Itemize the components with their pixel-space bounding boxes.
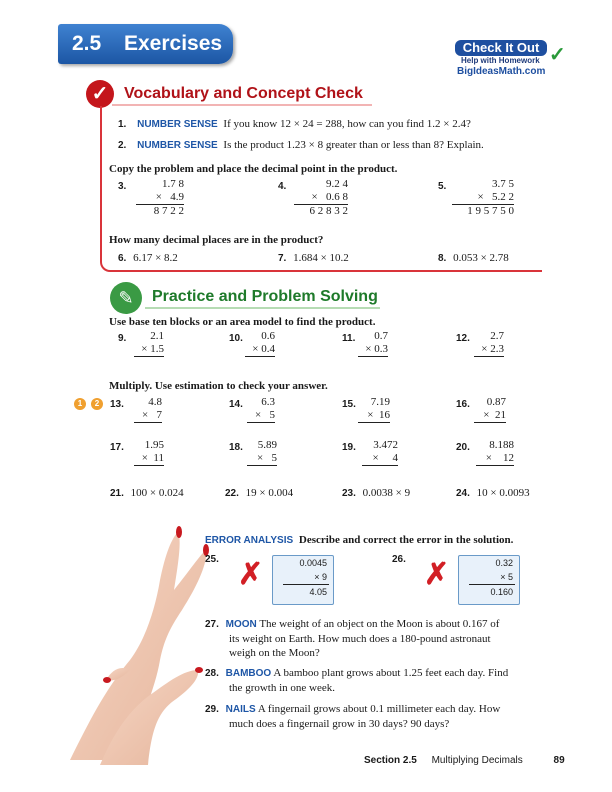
footer-section: Section 2.5 (364, 755, 417, 766)
multiplier: × 5 (247, 409, 275, 423)
multiplicand: 0.7 (374, 330, 388, 342)
problem-text: 10 × 0.0093 (476, 487, 530, 499)
multiplier: × 9 (283, 570, 329, 585)
multiplication-problem (358, 330, 388, 357)
question-number: 11. (342, 333, 356, 344)
checkmark-icon: ✓ (86, 80, 114, 108)
multiplicand: 5.89 (257, 439, 277, 451)
multiplication-problem (358, 396, 390, 423)
question-number: 5. (438, 181, 447, 192)
practice-heading: Practice and Problem Solving (152, 288, 378, 305)
error-analysis-text: Describe and correct the error in the solution. (298, 534, 514, 546)
multiplicand: 9.2 4 (326, 178, 348, 190)
multiplicand: 7.19 (370, 396, 390, 408)
question-number: 28. (205, 668, 219, 679)
multiplicand: 2.7 (490, 330, 504, 342)
page-number: 89 (553, 755, 565, 766)
question-number: 8. (438, 253, 447, 264)
instruction: Multiply. Use estimation to check your answer. (109, 380, 328, 392)
instruction: Copy the problem and place the decimal point in the product. (109, 163, 398, 175)
check-it-out-subtitle: Help with Homework (461, 56, 540, 65)
multiplication-problem (134, 330, 164, 357)
divider (145, 307, 380, 309)
problem-text: 100 × 0.024 (130, 487, 184, 499)
product: 1 9 5 7 5 0 (467, 205, 514, 217)
multiplier: × 2.3 (474, 343, 504, 357)
question-number: 6. (118, 253, 127, 264)
multiplication-problem (294, 178, 348, 218)
error-analysis-label: ERROR ANALYSIS (205, 535, 294, 546)
question-number: 15. (342, 399, 356, 410)
inline-problem (110, 487, 184, 499)
problem-text: 6.17 × 8.2 (133, 252, 178, 264)
question-number: 21. (110, 488, 124, 499)
multiplier: × 7 (134, 409, 162, 423)
problem-text: A bamboo plant grows about 1.25 feet each day. Find (273, 667, 509, 679)
check-it-out-logo[interactable] (455, 40, 568, 78)
multiplication-problem (247, 396, 275, 423)
question-number: 17. (110, 442, 124, 453)
problem-text: The weight of an object on the Moon is about 0.167 of (259, 618, 500, 630)
multiplicand: 8.188 (489, 439, 514, 451)
question-number: 9. (118, 333, 127, 344)
problem-text: A fingernail grows about 0.1 millimeter each day. How (257, 703, 501, 715)
problem-text: 0.053 × 2.78 (453, 252, 509, 264)
hands-photo (60, 520, 210, 770)
question-number: 12. (456, 333, 470, 344)
question-number: 22. (225, 488, 239, 499)
multiplication-problem (245, 330, 275, 357)
multiplier: × 11 (134, 452, 164, 466)
multiplier: × 5 (247, 452, 277, 466)
difficulty-badge: 2 (91, 398, 103, 410)
question-number: 2. (118, 140, 127, 151)
error-analysis-heading (205, 534, 513, 546)
question-number: 24. (456, 488, 470, 499)
multiplicand: 1.7 8 (162, 178, 184, 190)
multiplicand: 0.87 (486, 396, 506, 408)
problem-label: BAMBOO (225, 668, 272, 679)
multiplier: × 0.3 (358, 343, 388, 357)
section-number: 2.5 (72, 32, 102, 55)
question-number: 14. (229, 399, 243, 410)
inline-problem (456, 487, 530, 499)
problem-text: 0.0038 × 9 (362, 487, 411, 499)
multiplication-problem (476, 439, 514, 466)
difficulty-badge: 1 (74, 398, 86, 410)
word-problem-27 (205, 617, 499, 660)
problem-label: MOON (225, 619, 257, 630)
error-solution-box (272, 555, 334, 605)
word-problem-28 (205, 666, 508, 695)
problem-text: 19 × 0.004 (245, 487, 294, 499)
multiplier: × 16 (358, 409, 390, 423)
question-number: 26. (392, 554, 406, 565)
question-number: 20. (456, 442, 470, 453)
question-number: 1. (118, 119, 127, 130)
word-problem-29 (205, 702, 500, 731)
check-it-out-title: Check It Out (455, 40, 547, 56)
problem-text: its weight on Earth. How much does a 180-pound astronaut (229, 633, 491, 645)
multiplication-problem (134, 439, 164, 466)
vocab-heading: Vocabulary and Concept Check (124, 85, 363, 102)
clipboard-icon: ✎ (110, 282, 142, 314)
section-title: Exercises (124, 32, 223, 55)
question-text: If you know 12 × 24 = 288, how can you find 1.2 × 2.4? (223, 118, 471, 130)
multiplicand: 3.7 5 (492, 178, 514, 190)
question-text: Is the product 1.23 × 8 greater than or less than 8? Explain. (223, 139, 484, 151)
multiplication-problem (136, 178, 184, 218)
multiplicand: 0.0045 (299, 558, 327, 568)
multiplier: × 12 (476, 452, 514, 466)
inline-problem (342, 487, 410, 499)
section-title-bar (58, 24, 233, 64)
checkmark-icon: ✓ (549, 44, 566, 66)
problem-text: 1.684 × 10.2 (293, 252, 349, 264)
multiplier: × 4.9 (136, 191, 184, 205)
instruction: How many decimal places are in the product? (109, 234, 324, 246)
question-number: 25. (205, 554, 219, 565)
question-2 (118, 139, 484, 151)
multiplication-problem (362, 439, 398, 466)
product: 8 7 2 2 (153, 205, 184, 217)
check-it-out-site: BigIdeasMath.com (457, 66, 546, 77)
x-mark-icon: ✗ (424, 558, 450, 591)
question-number: 19. (342, 442, 356, 453)
footer-topic: Multiplying Decimals (431, 755, 523, 766)
inline-problem (225, 487, 293, 499)
multiplier: × 5.2 2 (452, 191, 514, 205)
product: 4.05 (309, 587, 327, 597)
multiplicand: 2.1 (150, 330, 164, 342)
multiplier: × 5 (469, 570, 515, 585)
inline-problem (118, 252, 178, 264)
page-footer (364, 755, 565, 766)
question-label: NUMBER SENSE (137, 140, 218, 151)
problem-text: weigh on the Moon? (229, 647, 320, 659)
question-1 (118, 118, 471, 130)
multiplier: × 0.4 (245, 343, 275, 357)
multiplier: × 1.5 (134, 343, 164, 357)
question-number: 10. (229, 333, 243, 344)
instruction: Use base ten blocks or an area model to find the product. (109, 316, 376, 328)
question-number: 16. (456, 399, 470, 410)
problem-text: the growth in one week. (229, 682, 335, 694)
multiplier: × 0.6 8 (294, 191, 348, 205)
multiplicand: 4.8 (148, 396, 162, 408)
multiplicand: 6.3 (261, 396, 275, 408)
question-number: 27. (205, 619, 219, 630)
multiplier: × 21 (474, 409, 506, 423)
multiplier: × 4 (362, 452, 398, 466)
question-number: 23. (342, 488, 356, 499)
problem-label: NAILS (225, 704, 256, 715)
question-number: 13. (110, 399, 124, 410)
inline-problem (278, 252, 349, 264)
multiplicand: 0.32 (495, 558, 513, 568)
product: 0.160 (490, 587, 513, 597)
question-label: NUMBER SENSE (137, 119, 218, 130)
inline-problem (438, 252, 509, 264)
question-number: 18. (229, 442, 243, 453)
x-mark-icon: ✗ (238, 558, 264, 591)
product: 6 2 8 3 2 (309, 205, 348, 217)
question-number: 3. (118, 181, 127, 192)
multiplication-problem (452, 178, 514, 218)
question-number: 4. (278, 181, 287, 192)
error-solution-box (458, 555, 520, 605)
multiplication-problem (474, 396, 506, 423)
multiplication-problem (247, 439, 277, 466)
multiplicand: 1.95 (144, 439, 164, 451)
question-number: 7. (278, 253, 287, 264)
problem-text: much does a fingernail grow in 30 days? 90 days? (229, 718, 450, 730)
multiplication-problem (134, 396, 162, 423)
multiplicand: 0.6 (261, 330, 275, 342)
multiplication-problem (474, 330, 504, 357)
question-number: 29. (205, 704, 219, 715)
multiplicand: 3.472 (373, 439, 398, 451)
